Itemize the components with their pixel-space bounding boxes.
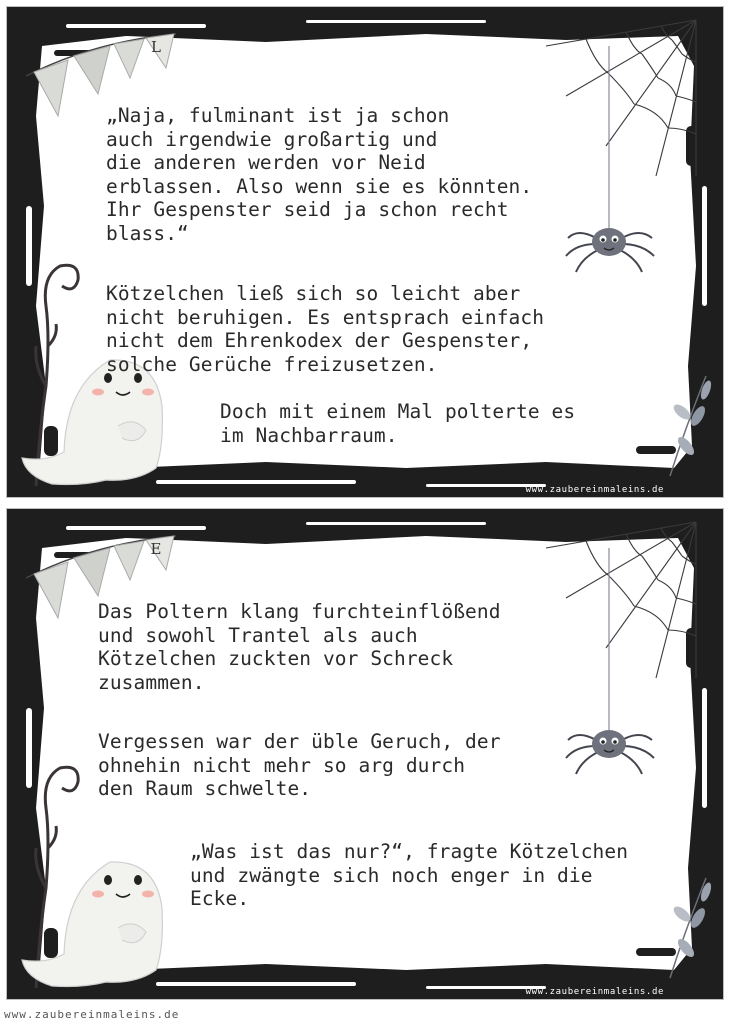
card-2-paragraph-2: Vergessen war der üble Geruch, der ohnehin nicht mehr so arg durch den Raum schwelte. xyxy=(98,730,501,800)
card-1-paragraph-1: „Naja, fulminant ist ja schon auch irgendwie großartig und die anderen werden vor Neid erblassen. Also wenn sie es könnten. Ihr Gespenster seid ja schon recht blass.“ xyxy=(106,104,533,245)
spider-icon xyxy=(566,548,654,774)
card-1-paragraph-2: Kötzelchen ließ sich so leicht aber nicht beruhigen. Es entsprach einfach nicht dem Ehrenkodex der Gespenster, solche Gerüche freizusetzen. xyxy=(106,282,545,376)
footer-url: www.zaubereinmaleins.de xyxy=(4,1008,180,1021)
card-2-watermark: www.zaubereinmaleins.de xyxy=(525,987,664,997)
card-2-paragraph-1: Das Poltern klang furchteinflößend und sowohl Trantel als auch Kötzelchen zuckten vor Schreck zusammen. xyxy=(98,600,501,694)
card-1-paragraph-3: Doch mit einem Mal polterte es im Nachbarraum. xyxy=(220,400,576,447)
spider-icon xyxy=(566,46,654,272)
card-2-paragraph-3: „Was ist das nur?“, fragte Kötzelchen und zwängte sich noch enger in die Ecke. xyxy=(190,840,629,910)
card-letter: L xyxy=(151,38,161,56)
spider-web xyxy=(546,522,696,678)
story-card-2 xyxy=(6,508,724,1000)
card-letter: E xyxy=(150,540,162,558)
spider-web xyxy=(546,20,696,176)
story-card-1 xyxy=(6,6,724,498)
card-1-watermark: www.zaubereinmaleins.de xyxy=(525,485,664,495)
